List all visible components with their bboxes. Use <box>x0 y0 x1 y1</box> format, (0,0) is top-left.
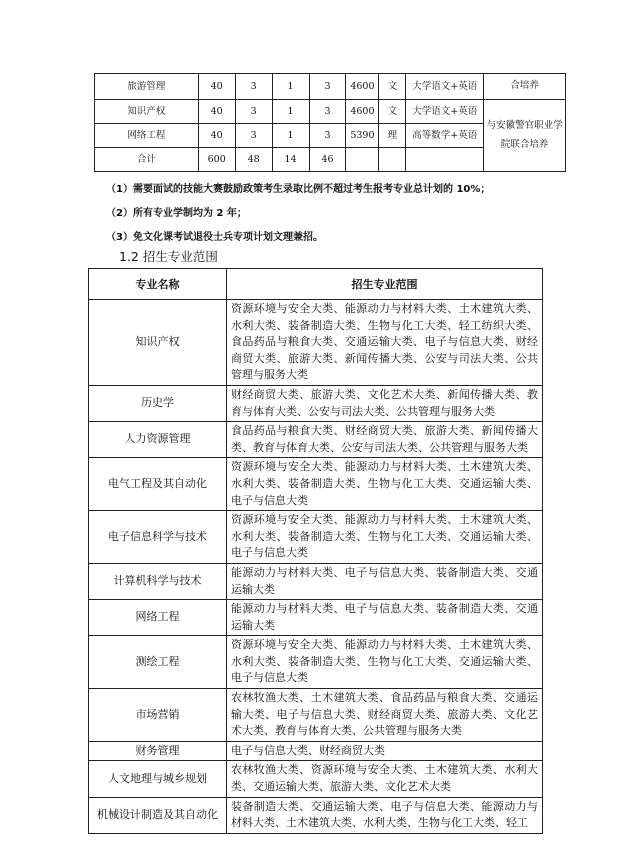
scope-text: 资源环境与安全大类、能源动力与材料大类、土木建筑大类、水利大类、装备制造大类、生物与化工大类、交通运输大类、电子与信息大类 <box>227 458 543 511</box>
enrollment-plan-table <box>94 73 566 172</box>
major-cell: 网络工程 <box>95 124 199 148</box>
scope-text: 能源动力与材料大类、电子与信息大类、装备制造大类、交通运输大类 <box>227 563 543 599</box>
major-name: 人力资源管理 <box>89 422 227 458</box>
scope-text: 食品药品与粮食大类、财经商贸大类、旅游大类、新闻传播大类、教育与体育大类、公安与司法大类、公共管理与服务大类 <box>227 422 543 458</box>
table-row <box>89 300 543 386</box>
total-label: 合计 <box>95 148 199 172</box>
empty-cell <box>346 148 379 172</box>
scope-text: 能源动力与材料大类、电子与信息大类、装备制造大类、交通运输大类 <box>227 600 543 636</box>
total-value: 600 <box>198 148 235 172</box>
note-1: （1）需要面试的技能大赛鼓励政策考生录取比例不超过考生报考专业总计划的 10%； <box>106 184 491 195</box>
major-name: 机械设计制造及其自动化 <box>89 797 227 833</box>
major-name: 人文地理与城乡规划 <box>89 761 227 797</box>
table-row <box>89 458 543 511</box>
table-row <box>89 797 543 833</box>
value-cell: 3 <box>309 124 346 148</box>
value-cell: 40 <box>198 100 235 124</box>
value-cell: 3 <box>309 74 346 100</box>
value-cell: 40 <box>198 124 235 148</box>
table-row <box>95 74 566 100</box>
table-row <box>95 100 566 124</box>
major-scope-table <box>88 268 543 834</box>
table-row <box>89 761 543 797</box>
note-2: （2）所有专业学制均为 2 年； <box>106 208 247 219</box>
category-cell: 文 <box>379 100 406 124</box>
table-header-row <box>89 269 543 300</box>
value-cell: 1 <box>272 74 309 100</box>
value-cell: 3 <box>235 100 272 124</box>
total-value: 14 <box>272 148 309 172</box>
table-row <box>89 385 543 421</box>
table-row <box>89 422 543 458</box>
empty-cell <box>379 148 406 172</box>
fee-cell: 4600 <box>346 74 379 100</box>
scope-text: 农林牧渔大类、资源环境与安全大类、土木建筑大类、水利大类、交通运输大类、旅游大类、文化艺术大类 <box>227 761 543 797</box>
partner-cell: 与安徽警官职业学院联合培养 <box>484 100 566 172</box>
column-header-major: 专业名称 <box>89 269 227 300</box>
note-3: （3）免文化课考试退役士兵专项计划文理兼招。 <box>106 232 323 243</box>
fee-cell: 4600 <box>346 100 379 124</box>
scope-text: 装备制造大类、交通运输大类、电子与信息大类、能源动力与材料大类、土木建筑大类、水利大类、生物与化工大类、轻工 <box>227 797 543 833</box>
value-cell: 1 <box>272 100 309 124</box>
major-name: 市场营销 <box>89 689 227 742</box>
category-cell: 文 <box>379 74 406 100</box>
table-row <box>89 636 543 689</box>
section-title: 1.2 招生专业范围 <box>119 249 218 264</box>
value-cell: 1 <box>272 124 309 148</box>
table-row <box>89 689 543 742</box>
subjects-cell: 大学语文+英语 <box>406 74 484 100</box>
scope-text: 农林牧渔大类、土木建筑大类、食品药品与粮食大类、交通运输大类、电子与信息大类、财经商贸大类、旅游大类、文化艺术大类、教育与体育大类、公共管理与服务大类 <box>227 689 543 742</box>
major-name: 电子信息科学与技术 <box>89 511 227 564</box>
major-cell: 知识产权 <box>95 100 199 124</box>
scope-text: 资源环境与安全大类、能源动力与材料大类、土木建筑大类、水利大类、装备制造大类、生物与化工大类、交通运输大类、电子与信息大类 <box>227 636 543 689</box>
table-row <box>89 511 543 564</box>
fee-cell: 5390 <box>346 124 379 148</box>
partner-cell: 合培养 <box>484 74 566 100</box>
scope-text: 电子与信息大类、财经商贸大类 <box>227 741 543 761</box>
subjects-cell: 大学语文+英语 <box>406 100 484 124</box>
table-row <box>89 741 543 761</box>
total-value: 48 <box>235 148 272 172</box>
value-cell: 3 <box>235 124 272 148</box>
major-name: 财务管理 <box>89 741 227 761</box>
table-row <box>89 563 543 599</box>
empty-cell <box>406 148 484 172</box>
category-cell: 理 <box>379 124 406 148</box>
value-cell: 40 <box>198 74 235 100</box>
total-value: 46 <box>309 148 346 172</box>
value-cell: 3 <box>309 100 346 124</box>
table-row <box>89 600 543 636</box>
value-cell: 3 <box>235 74 272 100</box>
major-name: 电气工程及其自动化 <box>89 458 227 511</box>
major-name: 网络工程 <box>89 600 227 636</box>
major-name: 历史学 <box>89 385 227 421</box>
scope-text: 资源环境与安全大类、能源动力与材料大类、土木建筑大类、水利大类、装备制造大类、生物与化工大类、轻工纺织大类、食品药品与粮食大类、交通运输大类、电子与信息大类、财经商贸大类、旅游大类、新闻传播大类、公安与司法大类、公共管理与服务大类 <box>227 300 543 386</box>
major-name: 计算机科学与技术 <box>89 563 227 599</box>
scope-text: 财经商贸大类、旅游大类、文化艺术大类、新闻传播大类、教育与体育大类、公安与司法大类、公共管理与服务大类 <box>227 385 543 421</box>
column-header-scope: 招生专业范围 <box>227 269 543 300</box>
major-name: 测绘工程 <box>89 636 227 689</box>
subjects-cell: 高等数学+英语 <box>406 124 484 148</box>
major-cell: 旅游管理 <box>95 74 199 100</box>
scope-text: 资源环境与安全大类、能源动力与材料大类、土木建筑大类、水利大类、装备制造大类、生物与化工大类、交通运输大类、电子与信息大类 <box>227 511 543 564</box>
major-name: 知识产权 <box>89 300 227 386</box>
